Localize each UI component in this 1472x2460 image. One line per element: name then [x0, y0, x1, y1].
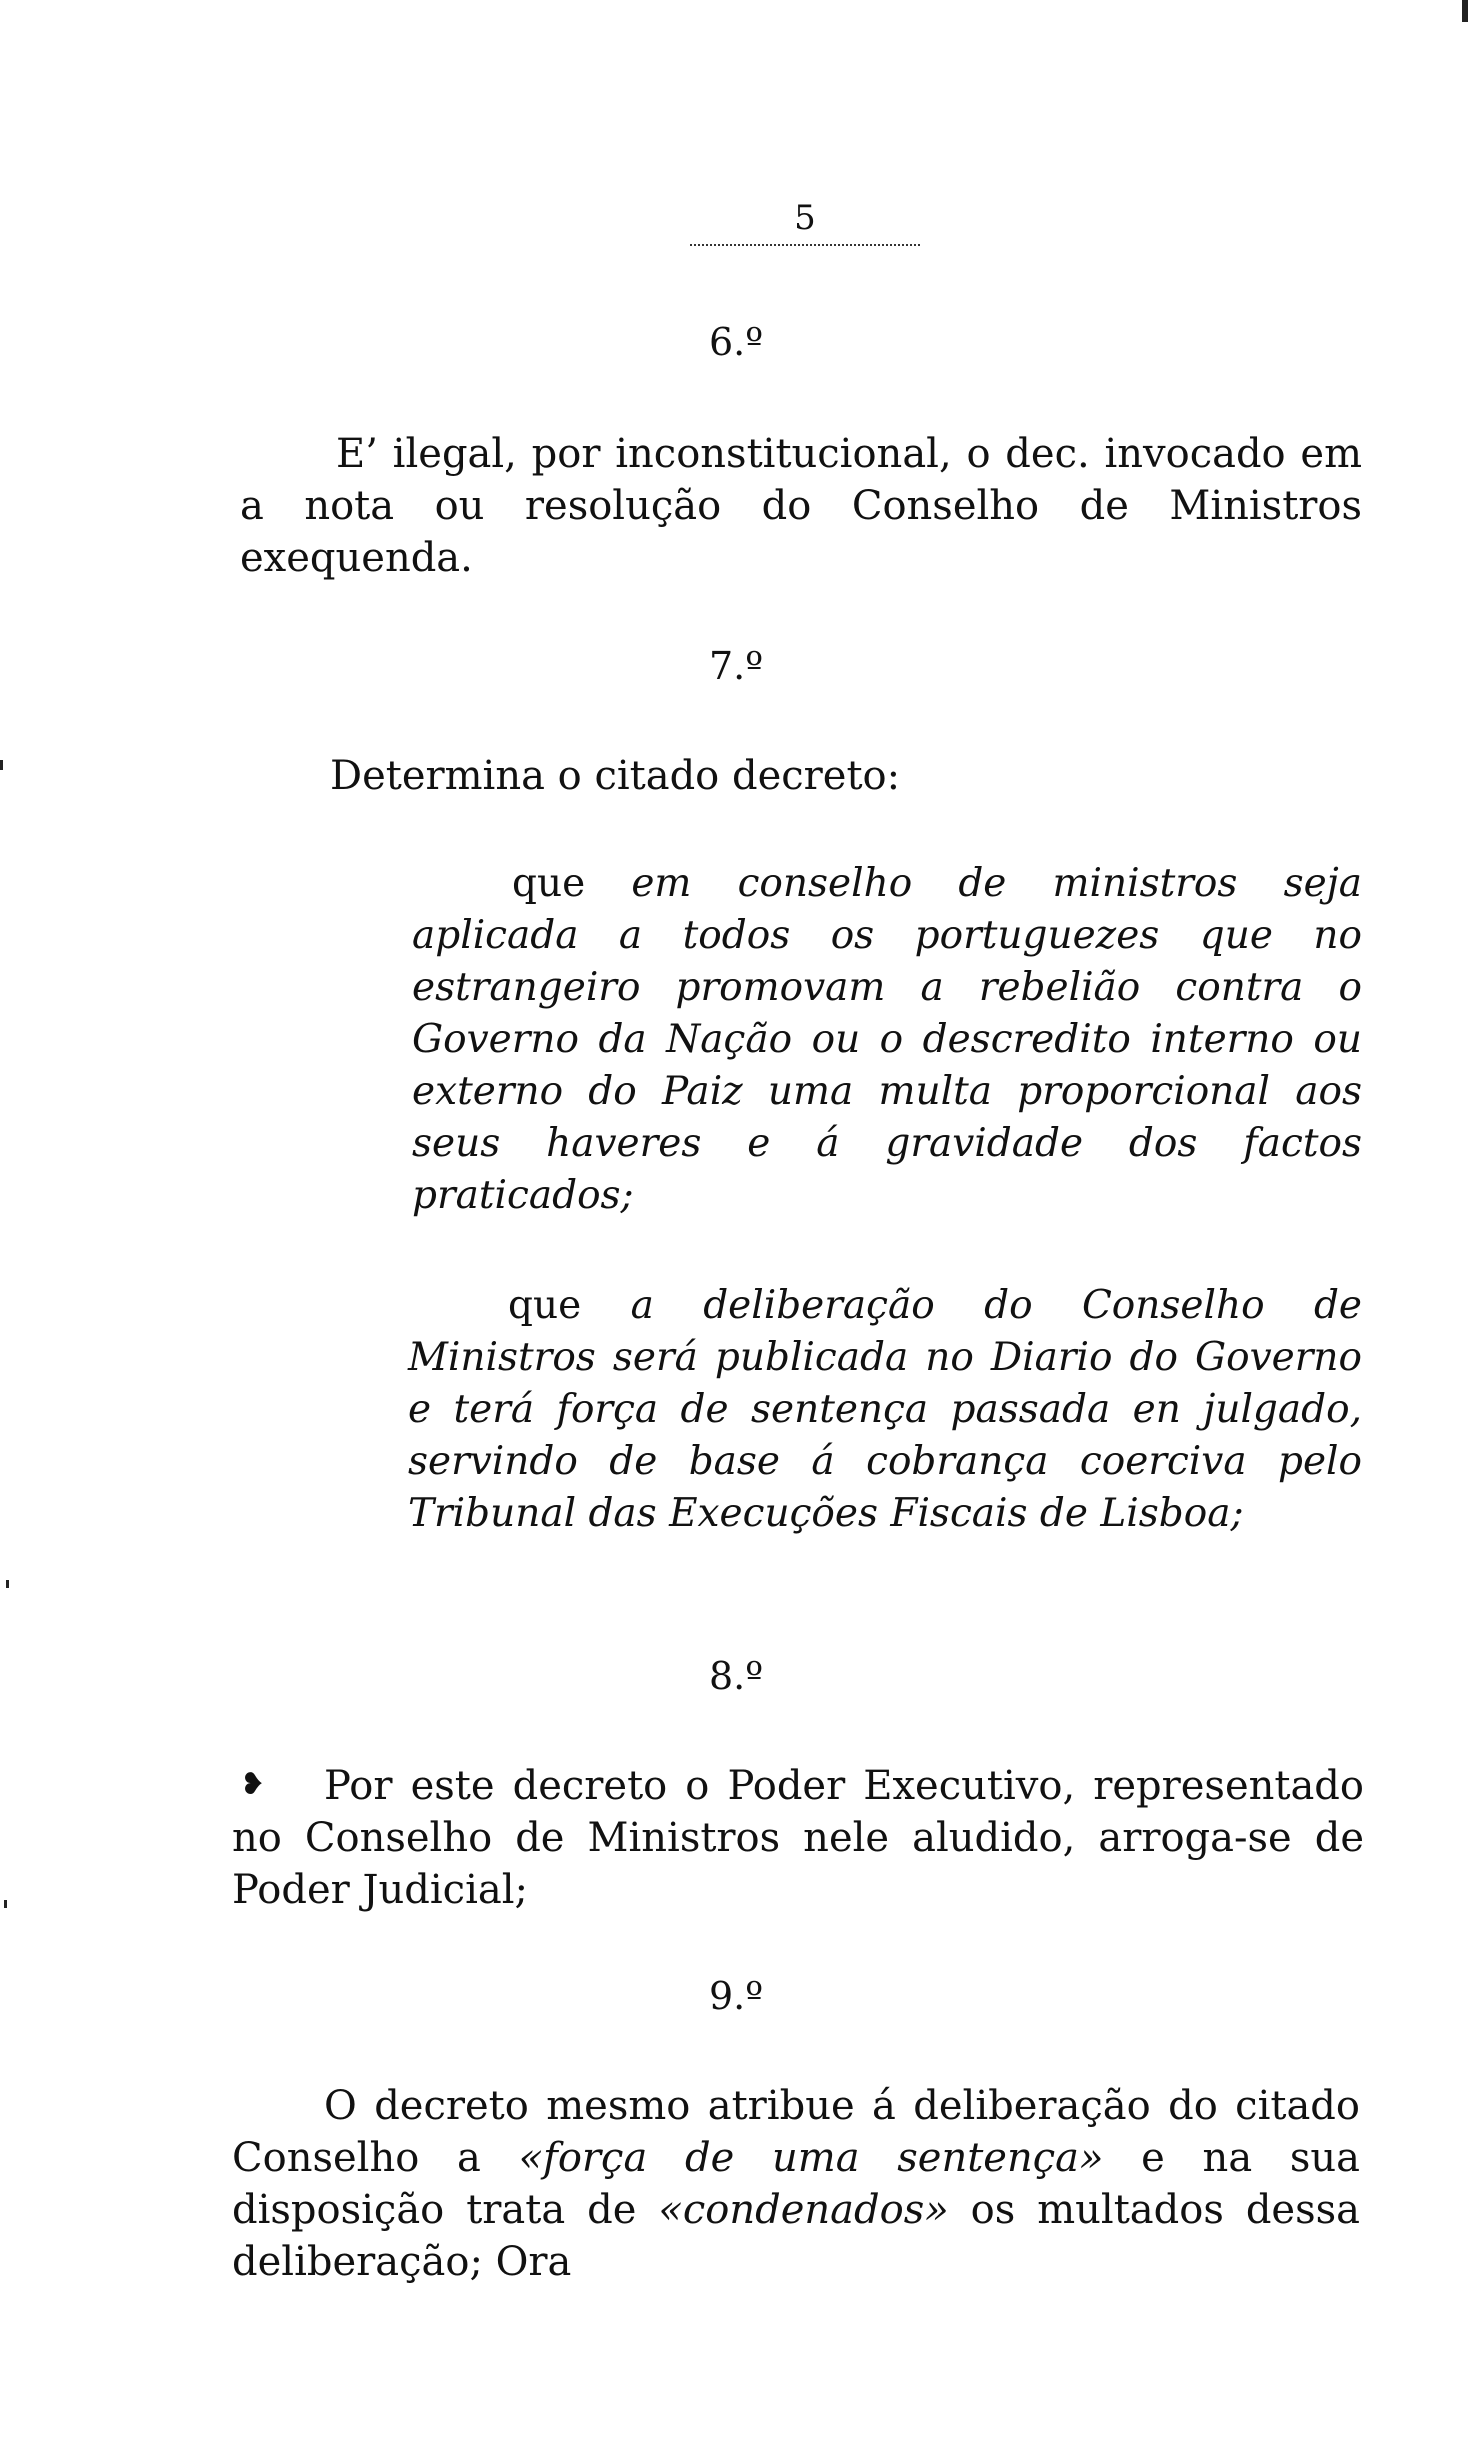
decree-quote-2-lead: que [508, 1283, 582, 1328]
section-heading-7: 7.º [708, 644, 764, 688]
page-number: 5 [690, 198, 920, 246]
scan-speck [6, 1580, 9, 1588]
section-heading-9: 9.º [708, 1974, 764, 2018]
decree-quote-1-lead: que [512, 861, 586, 906]
decree-quote-1-text: em conselho de ministros seja aplicada a todos os portuguezes que no estrangeiro promovam a rebelião contra o Governo da Nação ou o descredito interno ou externo do Paiz uma multa proporcional aos seus haveres e á gravidade dos factos praticados; [412, 861, 1363, 1218]
section-8-paragraph: Por este decreto o Poder Executivo, representado no Conselho de Ministros nele aludido, arroga-se de Poder Judicial; [232, 1763, 1364, 1913]
section-9-quote-1: «força de uma sentença» [518, 2135, 1104, 2181]
decree-quote-2 [408, 1280, 1362, 1540]
scan-edge-mark [1462, 0, 1468, 22]
section-heading-8: 8.º [708, 1654, 764, 1698]
section-heading-6: 6.º [708, 320, 764, 364]
ink-mark-icon: ❥ [240, 1767, 266, 1802]
section-9-paragraph [232, 2080, 1360, 2288]
section-9-quote-2: «condenados» [658, 2187, 949, 2233]
section-6-paragraph: E’ ilegal, por inconstitucional, o dec. invocado em a nota ou resolução do Conselho de Ministros exequenda. [240, 431, 1362, 581]
section-9-text-c: os multados dessa deliberação; Ora [232, 2187, 1360, 2285]
scan-speck [4, 1900, 7, 1908]
decree-quote-1 [412, 858, 1362, 1222]
section-7-intro: Determina o citado decreto: [330, 753, 901, 799]
section-9-text-b: e na sua disposição trata de [232, 2135, 1361, 2233]
decree-quote-2-text: a deliberação do Conselho de Ministros será publicada no Diario do Governo e terá força de sentença passada en julgado, servindo de base á cobrança coerciva pelo Tribunal das Execuções Fiscais de Lisboa; [408, 1283, 1362, 1536]
section-9-text-a: O decreto mesmo atribue á deliberação do citado Conselho a [232, 2083, 1360, 2181]
scan-speck [0, 760, 3, 770]
